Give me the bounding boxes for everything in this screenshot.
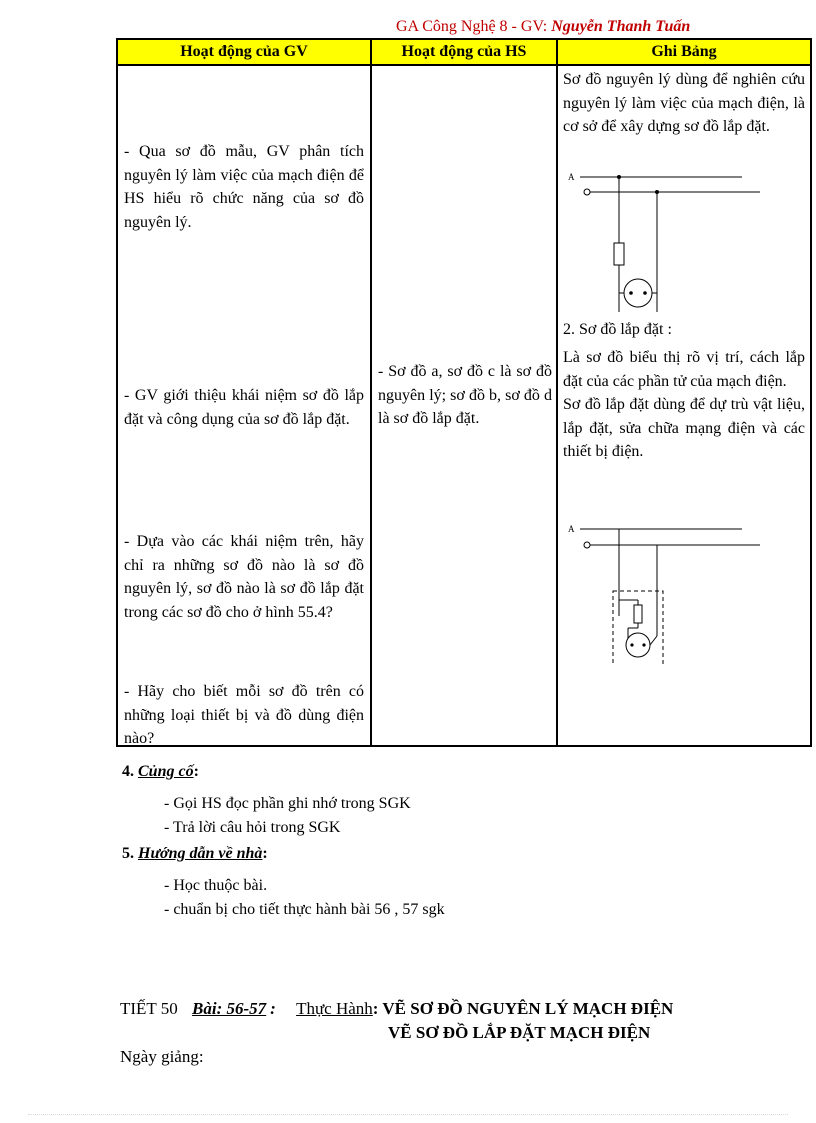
- section-5-number: 5.: [122, 845, 134, 862]
- neutral-terminal-2: [584, 542, 590, 548]
- section-5-title: Hướng dẫn về nhà: [138, 845, 263, 862]
- gv-activity-1: - Qua sơ đồ mẫu, GV phân tích nguyên lý làm việc của mạch điện để HS hiểu rõ chức năng của sơ đồ nguyên lý.: [124, 143, 364, 231]
- section-4-title: Củng cố: [138, 763, 194, 780]
- page-header: [396, 18, 690, 36]
- lesson-title-2: VẼ SƠ ĐỒ LẮP ĐẶT MẠCH ĐIỆN: [388, 1023, 651, 1042]
- teaching-date-label: Ngày giảng:: [120, 1047, 204, 1066]
- ghibang-text-3: Sơ đồ lắp đặt dùng để dự trù vật liệu, lắp đặt, sửa chữa mạng điện và các thiết bị điện.: [563, 396, 805, 460]
- wire-socket-right: [650, 636, 657, 645]
- socket-pin-left-2: [630, 643, 633, 646]
- fuse-symbol: [614, 243, 624, 265]
- schematic-diagram: [558, 162, 812, 312]
- header-ghibang: Ghi Bảng: [557, 39, 811, 65]
- section-4-list: [164, 792, 411, 840]
- ghibang-text-1: Sơ đồ nguyên lý dùng để nghiên cứu nguyên lý làm việc của mạch điện, là cơ sở để xây dựng sơ đồ lắp đặt.: [563, 71, 805, 135]
- lesson-colon: :: [270, 999, 276, 1018]
- socket-pin-right-2: [642, 643, 645, 646]
- gv-activity-2: - GV giới thiệu khái niệm sơ đồ lắp đặt và công dụng của sơ đồ lắp đặt.: [124, 387, 364, 428]
- ghibang-para-1: [563, 68, 805, 139]
- section-5-colon: :: [262, 845, 268, 862]
- socket-symbol: [624, 279, 652, 307]
- socket-pin-right: [643, 291, 647, 295]
- socket-pin-left: [629, 291, 633, 295]
- list-item: - Học thuộc bài.: [164, 877, 268, 894]
- list-item: - Gọi HS đọc phần ghi nhớ trong SGK: [164, 795, 411, 812]
- section-5-list: [164, 874, 445, 922]
- lesson-table: [116, 38, 812, 747]
- installation-diagram: [558, 514, 812, 664]
- ghibang-heading-2-block: [563, 318, 805, 342]
- fuse-symbol-2: [634, 605, 642, 623]
- list-item: - Trả lời câu hỏi trong SGK: [164, 819, 341, 836]
- header-gv: Hoạt động của GV: [117, 39, 371, 65]
- gv-activity-4: - Hãy cho biết mỗi sơ đồ trên có những loại thiết bị và đồ dùng điện nào?: [124, 683, 364, 747]
- ghibang-column: [557, 65, 811, 746]
- gv-activity-3: - Dựa vào các khái niệm trên, hãy chỉ ra những sơ đồ nào là sơ đồ nguyên lý, sơ đồ nào là sơ đồ lắp đặt trong các sơ đồ cho ở hình 55.4?: [124, 533, 364, 621]
- header-author: Nguyễn Thanh Tuấn: [551, 18, 691, 35]
- section-4-colon: :: [193, 763, 199, 780]
- table-header-row: [117, 39, 811, 65]
- line-a-label-2: A: [568, 524, 575, 534]
- gv-column: [117, 65, 371, 746]
- footer-rule: [28, 1114, 788, 1115]
- socket-symbol-2: [626, 633, 650, 657]
- list-item: - chuẩn bị cho tiết thực hành bài 56 , 57 sgk: [164, 901, 445, 918]
- section-4-heading: [122, 760, 199, 784]
- section-5-heading: [122, 842, 268, 866]
- lesson-practice: Thực Hành: [296, 999, 373, 1018]
- table-body-row: [117, 65, 811, 746]
- hs-activity-1: - Sơ đồ a, sơ đồ c là sơ đồ nguyên lý; sơ đồ b, sơ đồ d là sơ đồ lắp đặt.: [378, 363, 552, 427]
- ghibang-text-2: Là sơ đồ biểu thị rõ vị trí, cách lắp đặt của các phần tử của mạch điện.: [563, 349, 805, 390]
- line-a-label: A: [568, 172, 575, 182]
- header-prefix: GA Công Nghệ 8 - GV:: [396, 18, 552, 35]
- ghibang-para-2: [563, 346, 805, 464]
- lesson-title-line: [120, 997, 673, 1021]
- ghibang-heading-2: 2. Sơ đồ lắp đặt :: [563, 321, 672, 338]
- lesson-period: TIẾT 50: [120, 999, 178, 1018]
- hs-column: [371, 65, 557, 746]
- header-hs: Hoạt động của HS: [371, 39, 557, 65]
- section-4-number: 4.: [122, 763, 134, 780]
- neutral-terminal: [584, 189, 590, 195]
- lesson-title-1: : VẼ SƠ ĐỒ NGUYÊN LÝ MẠCH ĐIỆN: [372, 999, 674, 1018]
- lesson-number: Bài: 56-57: [192, 999, 267, 1018]
